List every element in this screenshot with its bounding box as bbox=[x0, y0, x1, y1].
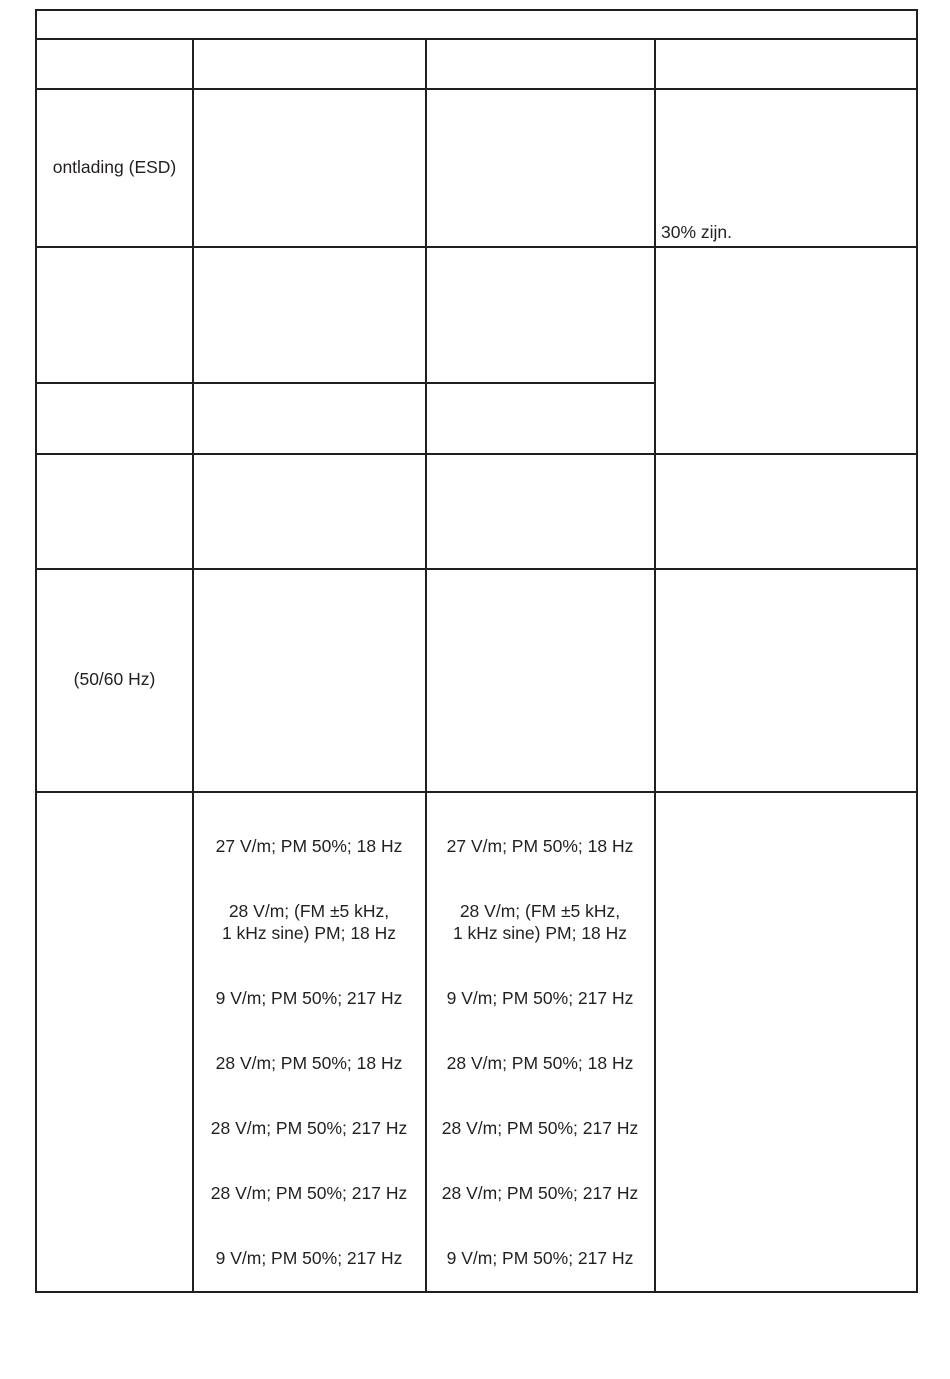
row-divider bbox=[35, 88, 918, 90]
esd-guidance-note: 30% zijn. bbox=[661, 222, 733, 242]
row-divider bbox=[35, 246, 918, 248]
test-level-entry: 28 V/m; PM 50%; 217 Hz bbox=[210, 1118, 408, 1138]
table-border-left bbox=[35, 9, 37, 1293]
table-border-top bbox=[35, 9, 918, 11]
row-divider bbox=[35, 453, 918, 455]
esd-test-label: ontlading (ESD) bbox=[52, 157, 177, 177]
row-divider bbox=[35, 568, 918, 570]
compliance-level-entry: 27 V/m; PM 50%; 18 Hz bbox=[446, 836, 634, 856]
row-divider bbox=[35, 38, 918, 40]
table-border-bottom bbox=[35, 1291, 918, 1293]
column-divider bbox=[192, 38, 194, 1293]
power-frequency-test-label: (50/60 Hz) bbox=[73, 669, 156, 689]
compliance-level-entry: 28 V/m; PM 50%; 18 Hz bbox=[446, 1053, 634, 1073]
column-divider bbox=[425, 38, 427, 1293]
test-level-entry: 28 V/m; (FM ±5 kHz, 1 kHz sine) PM; 18 Hz bbox=[221, 901, 397, 943]
test-level-entry: 9 V/m; PM 50%; 217 Hz bbox=[215, 988, 403, 1008]
compliance-level-entry: 28 V/m; PM 50%; 217 Hz bbox=[441, 1183, 639, 1203]
compliance-level-entry: 28 V/m; PM 50%; 217 Hz bbox=[441, 1118, 639, 1138]
test-level-entry: 27 V/m; PM 50%; 18 Hz bbox=[215, 836, 403, 856]
compliance-level-entry: 9 V/m; PM 50%; 217 Hz bbox=[446, 988, 634, 1008]
emc-immunity-table bbox=[35, 9, 918, 1294]
column-divider bbox=[654, 38, 656, 1293]
compliance-level-entry: 28 V/m; (FM ±5 kHz, 1 kHz sine) PM; 18 Hz bbox=[452, 901, 628, 943]
test-level-entry: 9 V/m; PM 50%; 217 Hz bbox=[215, 1248, 403, 1268]
table-border-right bbox=[916, 9, 918, 1293]
row-divider bbox=[35, 382, 656, 384]
test-level-entry: 28 V/m; PM 50%; 18 Hz bbox=[215, 1053, 403, 1073]
compliance-level-entry: 9 V/m; PM 50%; 217 Hz bbox=[446, 1248, 634, 1268]
test-level-entry: 28 V/m; PM 50%; 217 Hz bbox=[210, 1183, 408, 1203]
row-divider bbox=[35, 791, 918, 793]
